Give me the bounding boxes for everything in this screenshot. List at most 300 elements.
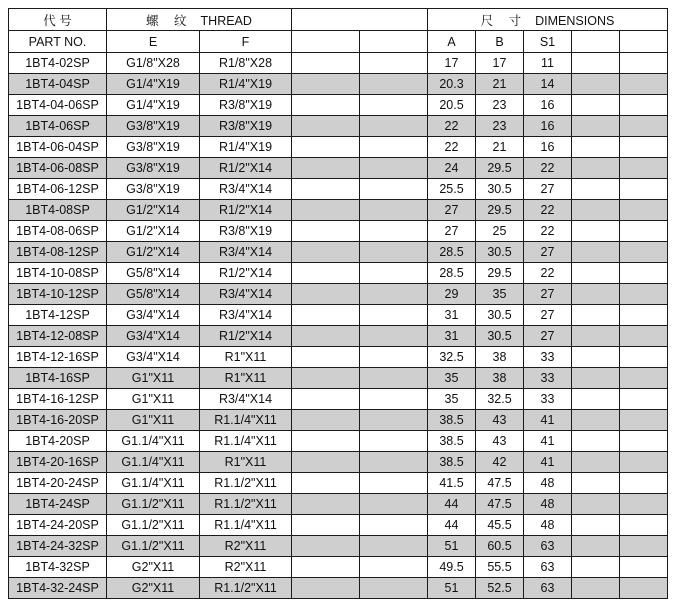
blank-cell — [572, 200, 620, 221]
dim-a-cell: 24 — [428, 158, 476, 179]
thread-e-cell: G3/4"X14 — [107, 305, 200, 326]
thread-e-cell: G5/8"X14 — [107, 263, 200, 284]
thread-f-cell: R1.1/4"X11 — [200, 515, 292, 536]
blank-cell — [572, 389, 620, 410]
dim-a-cell: 35 — [428, 368, 476, 389]
blank-cell — [360, 368, 428, 389]
thread-f-cell: R3/8"X19 — [200, 116, 292, 137]
dim-a-cell: 49.5 — [428, 557, 476, 578]
blank-col-header — [620, 31, 668, 53]
thread-e-cell: G5/8"X14 — [107, 284, 200, 305]
dim-s1-cell: 48 — [524, 494, 572, 515]
thread-e-cell: G1.1/4"X11 — [107, 431, 200, 452]
blank-cell — [292, 242, 360, 263]
blank-col-header — [572, 31, 620, 53]
dim-a-cell: 32.5 — [428, 347, 476, 368]
thread-f-cell: R2"X11 — [200, 557, 292, 578]
blank-cell — [292, 158, 360, 179]
dim-b-cell: 17 — [476, 53, 524, 74]
blank-cell — [360, 305, 428, 326]
blank-cell — [360, 515, 428, 536]
part-no-cell: 1BT4-02SP — [9, 53, 107, 74]
thread-f-cell: R1/8"X28 — [200, 53, 292, 74]
dim-b-cell: 29.5 — [476, 263, 524, 284]
thread-f-cell: R3/4"X14 — [200, 179, 292, 200]
blank-cell — [292, 263, 360, 284]
blank-cell — [572, 578, 620, 599]
part-no-cell: 1BT4-16SP — [9, 368, 107, 389]
dim-b-cell: 32.5 — [476, 389, 524, 410]
blank-cell — [360, 473, 428, 494]
blank-cell — [572, 242, 620, 263]
blank-cell — [292, 347, 360, 368]
thread-f-cell: R3/8"X19 — [200, 221, 292, 242]
dim-s1-cell: 27 — [524, 326, 572, 347]
blank-cell — [292, 410, 360, 431]
blank-cell — [572, 431, 620, 452]
blank-cell — [572, 410, 620, 431]
table-row — [9, 536, 668, 557]
blank-cell — [572, 53, 620, 74]
dim-b-cell: 43 — [476, 410, 524, 431]
part-no-cell: 1BT4-04SP — [9, 74, 107, 95]
dim-a-cell: 22 — [428, 137, 476, 158]
blank-cell — [292, 305, 360, 326]
dim-b-cell: 43 — [476, 431, 524, 452]
blank-cell — [360, 389, 428, 410]
spec-table — [8, 8, 668, 599]
blank-cell — [620, 158, 668, 179]
blank-cell — [292, 536, 360, 557]
blank-cell — [620, 263, 668, 284]
dim-b-cell: 55.5 — [476, 557, 524, 578]
dim-s1-cell: 27 — [524, 242, 572, 263]
blank-header — [292, 9, 428, 31]
code-header — [9, 9, 107, 31]
thread-f-cell: R1"X11 — [200, 452, 292, 473]
thread-f-cell: R1.1/4"X11 — [200, 410, 292, 431]
blank-cell — [572, 347, 620, 368]
blank-cell — [292, 200, 360, 221]
blank-cell — [360, 137, 428, 158]
blank-cell — [292, 557, 360, 578]
table-row — [9, 137, 668, 158]
thread-e-cell: G1.1/2"X11 — [107, 515, 200, 536]
blank-cell — [572, 305, 620, 326]
thread-f-cell: R3/4"X14 — [200, 389, 292, 410]
thread-e-cell: G2"X11 — [107, 557, 200, 578]
blank-cell — [572, 368, 620, 389]
part-no-cell: 1BT4-32SP — [9, 557, 107, 578]
thread-f-cell: R1.1/2"X11 — [200, 494, 292, 515]
blank-cell — [360, 263, 428, 284]
thread-e-cell: G1/2"X14 — [107, 221, 200, 242]
dim-s1-cell: 33 — [524, 347, 572, 368]
blank-cell — [620, 221, 668, 242]
col-b-header: B — [476, 31, 524, 53]
thread-f-cell: R1.1/2"X11 — [200, 473, 292, 494]
dim-b-cell: 29.5 — [476, 200, 524, 221]
dim-s1-cell: 27 — [524, 284, 572, 305]
dim-s1-cell: 16 — [524, 116, 572, 137]
part-no-cell: 1BT4-10-08SP — [9, 263, 107, 284]
blank-cell — [292, 53, 360, 74]
blank-cell — [620, 557, 668, 578]
blank-cell — [292, 116, 360, 137]
dim-s1-cell: 16 — [524, 137, 572, 158]
part-no-cell: 1BT4-04-06SP — [9, 95, 107, 116]
blank-cell — [572, 95, 620, 116]
thread-e-cell: G1/2"X14 — [107, 242, 200, 263]
blank-cell — [620, 473, 668, 494]
blank-cell — [620, 494, 668, 515]
dim-b-cell: 52.5 — [476, 578, 524, 599]
table-row — [9, 221, 668, 242]
thread-e-cell: G3/8"X19 — [107, 179, 200, 200]
dim-s1-cell: 33 — [524, 368, 572, 389]
thread-f-cell: R1"X11 — [200, 368, 292, 389]
part-no-cell: 1BT4-16-12SP — [9, 389, 107, 410]
blank-cell — [360, 74, 428, 95]
thread-e-cell: G1/2"X14 — [107, 200, 200, 221]
part-no-cell: 1BT4-12-16SP — [9, 347, 107, 368]
dim-s1-cell: 41 — [524, 431, 572, 452]
thread-header-en: THREAD — [200, 13, 252, 28]
dim-a-cell: 41.5 — [428, 473, 476, 494]
part-no-cell: 1BT4-08SP — [9, 200, 107, 221]
dim-a-cell: 38.5 — [428, 410, 476, 431]
table-row — [9, 347, 668, 368]
dim-b-cell: 21 — [476, 137, 524, 158]
blank-cell — [292, 95, 360, 116]
dim-a-cell: 38.5 — [428, 431, 476, 452]
thread-e-cell: G1.1/2"X11 — [107, 494, 200, 515]
thread-f-cell: R1.1/4"X11 — [200, 431, 292, 452]
blank-cell — [292, 515, 360, 536]
thread-e-cell: G3/4"X14 — [107, 347, 200, 368]
part-no-cell: 1BT4-32-24SP — [9, 578, 107, 599]
dim-s1-cell: 14 — [524, 74, 572, 95]
blank-cell — [620, 200, 668, 221]
table-row — [9, 179, 668, 200]
dim-a-cell: 27 — [428, 221, 476, 242]
part-no-cell: 1BT4-24-20SP — [9, 515, 107, 536]
dim-a-cell: 17 — [428, 53, 476, 74]
dimensions-header — [428, 9, 668, 31]
dim-a-cell: 35 — [428, 389, 476, 410]
dim-s1-cell: 41 — [524, 452, 572, 473]
blank-cell — [360, 242, 428, 263]
dim-s1-cell: 16 — [524, 95, 572, 116]
dimensions-header-en: DIMENSIONS — [535, 13, 615, 28]
part-no-cell: 1BT4-12-08SP — [9, 326, 107, 347]
blank-cell — [292, 473, 360, 494]
table-row — [9, 410, 668, 431]
blank-cell — [292, 368, 360, 389]
part-no-cell: 1BT4-24-32SP — [9, 536, 107, 557]
dim-b-cell: 23 — [476, 95, 524, 116]
table-row — [9, 53, 668, 74]
part-no-cell: 1BT4-24SP — [9, 494, 107, 515]
blank-cell — [360, 116, 428, 137]
dim-b-cell: 47.5 — [476, 473, 524, 494]
dim-a-cell: 25.5 — [428, 179, 476, 200]
blank-cell — [360, 53, 428, 74]
dim-b-cell: 60.5 — [476, 536, 524, 557]
dim-b-cell: 30.5 — [476, 326, 524, 347]
blank-cell — [620, 179, 668, 200]
part-no-cell: 1BT4-16-20SP — [9, 410, 107, 431]
table-row — [9, 452, 668, 473]
thread-e-cell: G1/8"X28 — [107, 53, 200, 74]
dim-a-cell: 51 — [428, 578, 476, 599]
blank-cell — [620, 578, 668, 599]
dim-a-cell: 44 — [428, 515, 476, 536]
table-row — [9, 95, 668, 116]
part-no-cell: 1BT4-12SP — [9, 305, 107, 326]
blank-cell — [292, 431, 360, 452]
thread-f-cell: R3/4"X14 — [200, 305, 292, 326]
thread-e-cell: G1.1/4"X11 — [107, 473, 200, 494]
part-no-cell: 1BT4-20SP — [9, 431, 107, 452]
table-row — [9, 494, 668, 515]
dim-s1-cell: 63 — [524, 557, 572, 578]
thread-f-cell: R3/8"X19 — [200, 95, 292, 116]
blank-cell — [360, 494, 428, 515]
blank-cell — [572, 179, 620, 200]
thread-f-cell: R1.1/2"X11 — [200, 578, 292, 599]
blank-cell — [360, 578, 428, 599]
dim-a-cell: 28.5 — [428, 242, 476, 263]
blank-cell — [620, 389, 668, 410]
thread-e-cell: G1"X11 — [107, 389, 200, 410]
blank-cell — [360, 200, 428, 221]
dim-a-cell: 29 — [428, 284, 476, 305]
thread-f-cell: R1/2"X14 — [200, 158, 292, 179]
dim-s1-cell: 48 — [524, 473, 572, 494]
dimensions-header-cn: 尺 寸 — [480, 13, 528, 28]
dim-a-cell: 38.5 — [428, 452, 476, 473]
blank-cell — [360, 557, 428, 578]
blank-cell — [292, 284, 360, 305]
blank-cell — [572, 326, 620, 347]
blank-cell — [292, 452, 360, 473]
part-no-cell: 1BT4-06-12SP — [9, 179, 107, 200]
dim-a-cell: 22 — [428, 116, 476, 137]
blank-cell — [572, 137, 620, 158]
dim-s1-cell: 27 — [524, 179, 572, 200]
blank-cell — [620, 452, 668, 473]
dim-b-cell: 30.5 — [476, 305, 524, 326]
dim-a-cell: 31 — [428, 305, 476, 326]
dim-b-cell: 23 — [476, 116, 524, 137]
thread-e-cell: G1/4"X19 — [107, 95, 200, 116]
thread-f-cell: R3/4"X14 — [200, 284, 292, 305]
blank-cell — [360, 221, 428, 242]
blank-col-header — [360, 31, 428, 53]
blank-cell — [620, 116, 668, 137]
blank-cell — [620, 347, 668, 368]
thread-header-cn: 螺 纹 — [146, 13, 193, 28]
dim-b-cell: 30.5 — [476, 179, 524, 200]
table-row — [9, 578, 668, 599]
part-no-cell: 1BT4-20-16SP — [9, 452, 107, 473]
part-no-cell: 1BT4-06SP — [9, 116, 107, 137]
dim-a-cell: 44 — [428, 494, 476, 515]
blank-cell — [292, 221, 360, 242]
part-no-cell: 1BT4-06-08SP — [9, 158, 107, 179]
part-no-cell: 1BT4-06-04SP — [9, 137, 107, 158]
blank-cell — [292, 326, 360, 347]
blank-cell — [572, 116, 620, 137]
blank-cell — [620, 536, 668, 557]
blank-cell — [572, 158, 620, 179]
table-row — [9, 473, 668, 494]
blank-cell — [620, 284, 668, 305]
dim-a-cell: 20.3 — [428, 74, 476, 95]
part-no-cell: 1BT4-20-24SP — [9, 473, 107, 494]
blank-cell — [572, 536, 620, 557]
thread-f-cell: R3/4"X14 — [200, 242, 292, 263]
blank-cell — [620, 53, 668, 74]
table-row — [9, 389, 668, 410]
thread-f-cell: R1/4"X19 — [200, 137, 292, 158]
thread-e-cell: G3/8"X19 — [107, 158, 200, 179]
thread-e-cell: G1.1/4"X11 — [107, 452, 200, 473]
part-no-cell: 1BT4-08-06SP — [9, 221, 107, 242]
dim-a-cell: 51 — [428, 536, 476, 557]
dim-b-cell: 21 — [476, 74, 524, 95]
blank-cell — [572, 515, 620, 536]
dim-a-cell: 28.5 — [428, 263, 476, 284]
header-row-1 — [9, 9, 668, 31]
blank-cell — [620, 74, 668, 95]
blank-cell — [620, 410, 668, 431]
thread-e-cell: G1.1/2"X11 — [107, 536, 200, 557]
dim-a-cell: 20.5 — [428, 95, 476, 116]
table-row — [9, 431, 668, 452]
dim-b-cell: 30.5 — [476, 242, 524, 263]
table-row — [9, 557, 668, 578]
dim-s1-cell: 41 — [524, 410, 572, 431]
blank-cell — [360, 179, 428, 200]
thread-e-cell: G1"X11 — [107, 368, 200, 389]
blank-cell — [620, 305, 668, 326]
blank-cell — [360, 347, 428, 368]
table-row — [9, 515, 668, 536]
blank-cell — [360, 431, 428, 452]
dim-s1-cell: 27 — [524, 305, 572, 326]
table-row — [9, 305, 668, 326]
dim-s1-cell: 22 — [524, 200, 572, 221]
part-no-cell: 1BT4-08-12SP — [9, 242, 107, 263]
blank-cell — [620, 368, 668, 389]
dim-s1-cell: 63 — [524, 578, 572, 599]
col-f-header: F — [200, 31, 292, 53]
col-a-header: A — [428, 31, 476, 53]
thread-e-cell: G3/4"X14 — [107, 326, 200, 347]
dim-b-cell: 25 — [476, 221, 524, 242]
blank-cell — [360, 284, 428, 305]
thread-f-cell: R1/4"X19 — [200, 74, 292, 95]
thread-e-cell: G3/8"X19 — [107, 137, 200, 158]
part-no-cell: 1BT4-10-12SP — [9, 284, 107, 305]
blank-cell — [360, 410, 428, 431]
blank-cell — [572, 452, 620, 473]
dim-b-cell: 29.5 — [476, 158, 524, 179]
blank-cell — [360, 452, 428, 473]
table-row — [9, 74, 668, 95]
blank-cell — [572, 557, 620, 578]
blank-cell — [292, 74, 360, 95]
dim-a-cell: 31 — [428, 326, 476, 347]
thread-e-cell: G1/4"X19 — [107, 74, 200, 95]
blank-cell — [572, 74, 620, 95]
table-row — [9, 263, 668, 284]
dim-a-cell: 27 — [428, 200, 476, 221]
thread-f-cell: R1/2"X14 — [200, 200, 292, 221]
dim-s1-cell: 48 — [524, 515, 572, 536]
blank-cell — [572, 221, 620, 242]
col-e-header: E — [107, 31, 200, 53]
table-row — [9, 158, 668, 179]
thread-f-cell: R1/2"X14 — [200, 326, 292, 347]
dim-b-cell: 35 — [476, 284, 524, 305]
thread-f-cell: R1"X11 — [200, 347, 292, 368]
dim-s1-cell: 11 — [524, 53, 572, 74]
blank-cell — [360, 536, 428, 557]
blank-cell — [292, 137, 360, 158]
dim-b-cell: 45.5 — [476, 515, 524, 536]
table-row — [9, 200, 668, 221]
blank-cell — [620, 515, 668, 536]
thread-e-cell: G1"X11 — [107, 410, 200, 431]
blank-cell — [572, 284, 620, 305]
blank-cell — [292, 179, 360, 200]
table-row — [9, 368, 668, 389]
dim-b-cell: 42 — [476, 452, 524, 473]
table-row — [9, 326, 668, 347]
table-row — [9, 116, 668, 137]
table-row — [9, 284, 668, 305]
dim-b-cell: 47.5 — [476, 494, 524, 515]
part-no-header: PART NO. — [9, 31, 107, 53]
header-row-2 — [9, 31, 668, 53]
blank-cell — [620, 431, 668, 452]
blank-cell — [572, 263, 620, 284]
blank-cell — [292, 494, 360, 515]
blank-cell — [572, 473, 620, 494]
blank-cell — [360, 326, 428, 347]
blank-cell — [292, 578, 360, 599]
blank-cell — [620, 137, 668, 158]
dim-s1-cell: 22 — [524, 263, 572, 284]
dim-s1-cell: 22 — [524, 158, 572, 179]
blank-cell — [620, 326, 668, 347]
dim-b-cell: 38 — [476, 368, 524, 389]
thread-e-cell: G2"X11 — [107, 578, 200, 599]
col-s1-header: S1 — [524, 31, 572, 53]
thread-header — [107, 9, 292, 31]
dim-s1-cell: 33 — [524, 389, 572, 410]
thread-e-cell: G3/8"X19 — [107, 116, 200, 137]
code-header-cn: 代 号 — [43, 13, 72, 28]
blank-cell — [292, 389, 360, 410]
dim-b-cell: 38 — [476, 347, 524, 368]
dim-s1-cell: 63 — [524, 536, 572, 557]
blank-cell — [572, 494, 620, 515]
blank-cell — [360, 95, 428, 116]
